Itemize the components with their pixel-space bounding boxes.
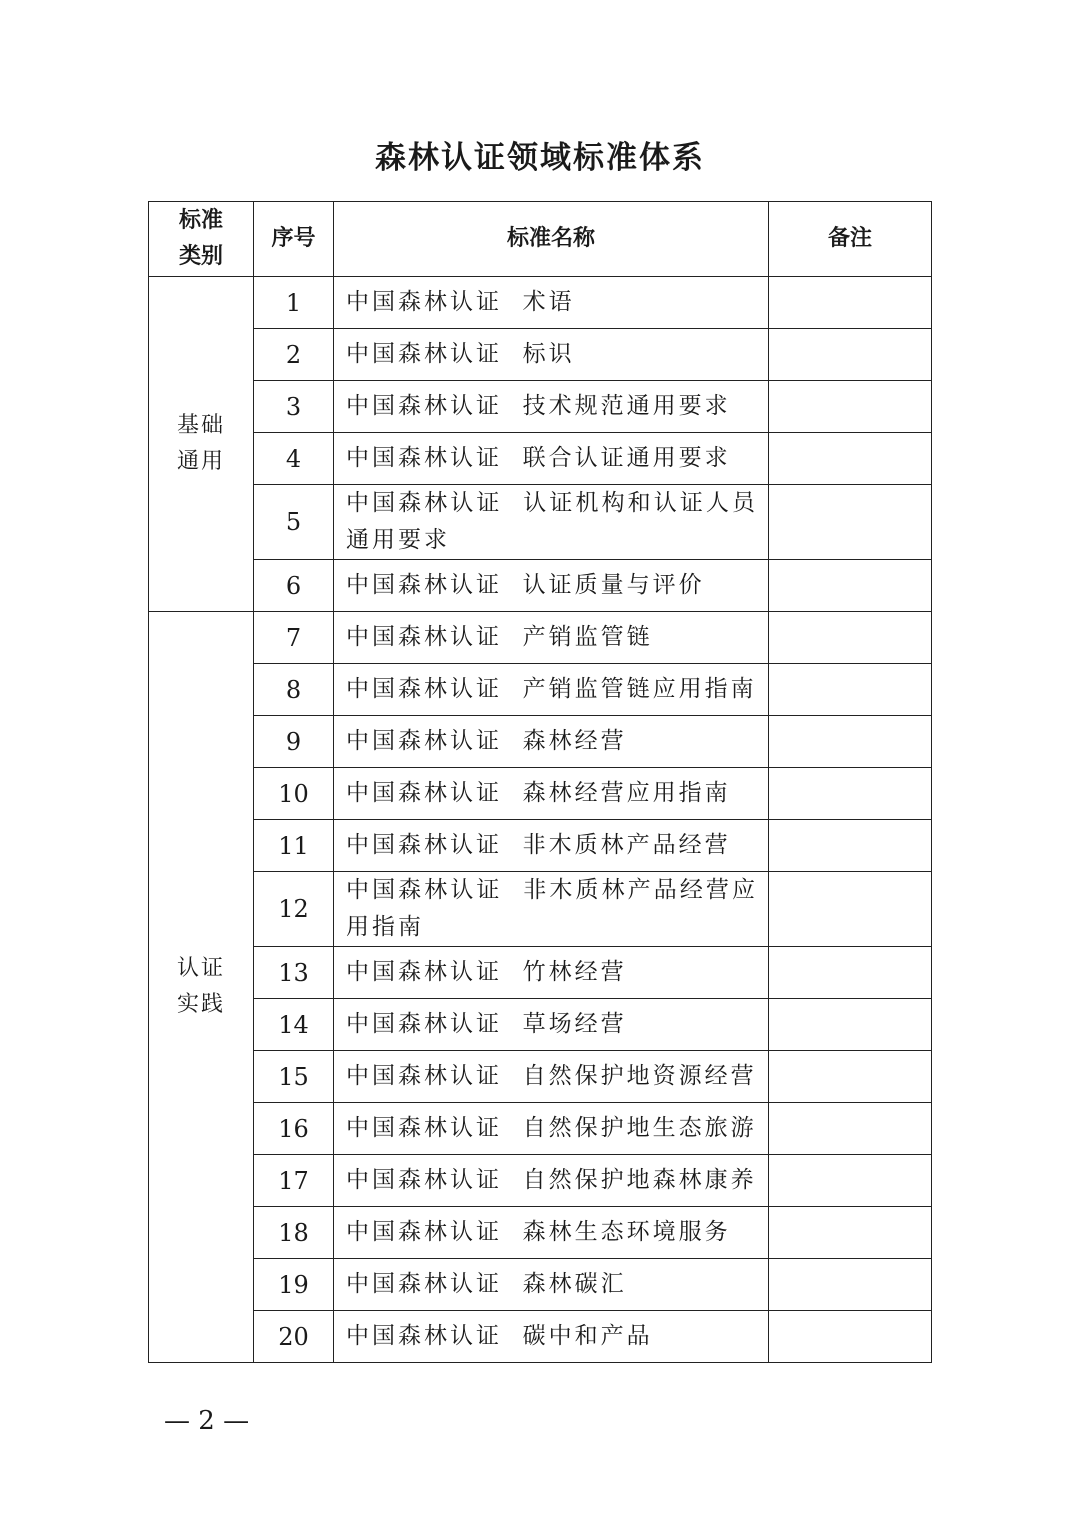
standard-name-cell: 中国森林认证 森林生态环境服务 [334,1207,769,1259]
remark-cell [769,329,932,381]
remark-cell [769,947,932,999]
remark-cell [769,999,932,1051]
standard-name-cell: 中国森林认证 联合认证通用要求 [334,433,769,485]
seq-cell: 6 [254,560,334,612]
table-row [149,277,932,329]
table-row [149,433,932,485]
seq-cell: 10 [254,768,334,820]
remark-cell [769,716,932,768]
seq-cell: 17 [254,1155,334,1207]
standard-name-cell: 中国森林认证 碳中和产品 [334,1311,769,1363]
seq-cell: 12 [254,872,334,947]
header-name: 标准名称 [334,202,769,277]
table-row [149,1155,932,1207]
table-row [149,872,932,947]
category-label: 认证 实践 [176,956,225,1017]
remark-cell [769,560,932,612]
seq-cell: 13 [254,947,334,999]
remark-cell [769,872,932,947]
seq-cell: 16 [254,1103,334,1155]
table-row [149,381,932,433]
table-row [149,947,932,999]
remark-cell [769,1259,932,1311]
standard-name-cell: 中国森林认证 自然保护地森林康养 [334,1155,769,1207]
standard-name-cell: 中国森林认证 非木质林产品经营应用指南 [334,872,769,947]
standard-name-cell: 中国森林认证 自然保护地生态旅游 [334,1103,769,1155]
standard-name-cell: 中国森林认证 森林经营 [334,716,769,768]
standard-name-cell: 中国森林认证 森林经营应用指南 [334,768,769,820]
table-header-row [149,202,932,277]
header-category [149,202,254,277]
seq-cell: 9 [254,716,334,768]
seq-cell: 11 [254,820,334,872]
remark-cell [769,433,932,485]
standard-name-cell: 中国森林认证 技术规范通用要求 [334,381,769,433]
remark-cell [769,664,932,716]
standard-name-cell: 中国森林认证 标识 [334,329,769,381]
seq-cell: 1 [254,277,334,329]
remark-cell [769,820,932,872]
remark-cell [769,1155,932,1207]
remark-cell [769,485,932,560]
table-row [149,1259,932,1311]
standard-name-cell: 中国森林认证 森林碳汇 [334,1259,769,1311]
seq-cell: 20 [254,1311,334,1363]
standard-name-cell: 中国森林认证 认证质量与评价 [334,560,769,612]
category-label: 基础 通用 [176,413,225,474]
remark-cell [769,612,932,664]
standard-name-cell: 中国森林认证 产销监管链应用指南 [334,664,769,716]
remark-cell [769,1051,932,1103]
standard-name-cell: 中国森林认证 非木质林产品经营 [334,820,769,872]
standard-name-cell: 中国森林认证 产销监管链 [334,612,769,664]
table-row [149,560,932,612]
seq-cell: 18 [254,1207,334,1259]
header-seq: 序号 [254,202,334,277]
remark-cell [769,381,932,433]
standards-table [148,201,932,1363]
table-row [149,1311,932,1363]
table-row [149,1103,932,1155]
remark-cell [769,1207,932,1259]
remark-cell [769,768,932,820]
header-category-text: 标准 类别 [178,208,223,269]
seq-cell: 19 [254,1259,334,1311]
table-row [149,716,932,768]
document-title: 森林认证领域标准体系 [375,140,705,176]
seq-cell: 14 [254,999,334,1051]
table-row [149,664,932,716]
table-row [149,612,932,664]
remark-cell [769,277,932,329]
page-number: — 2 — [164,1406,250,1436]
seq-cell: 7 [254,612,334,664]
standard-name-cell: 中国森林认证 术语 [334,277,769,329]
seq-cell: 15 [254,1051,334,1103]
standard-name-cell: 中国森林认证 自然保护地资源经营 [334,1051,769,1103]
seq-cell: 2 [254,329,334,381]
table-row [149,485,932,560]
table-row [149,329,932,381]
table-row [149,768,932,820]
table-row [149,1207,932,1259]
category-cell [149,612,254,1363]
table-body [149,277,932,1363]
table-row [149,999,932,1051]
seq-cell: 4 [254,433,334,485]
table-row [149,1051,932,1103]
remark-cell [769,1311,932,1363]
table-row [149,820,932,872]
seq-cell: 8 [254,664,334,716]
standard-name-cell: 中国森林认证 竹林经营 [334,947,769,999]
category-cell [149,277,254,612]
standard-name-cell: 中国森林认证 草场经营 [334,999,769,1051]
seq-cell: 5 [254,485,334,560]
remark-cell [769,1103,932,1155]
header-remark: 备注 [769,202,932,277]
seq-cell: 3 [254,381,334,433]
standard-name-cell: 中国森林认证 认证机构和认证人员通用要求 [334,485,769,560]
